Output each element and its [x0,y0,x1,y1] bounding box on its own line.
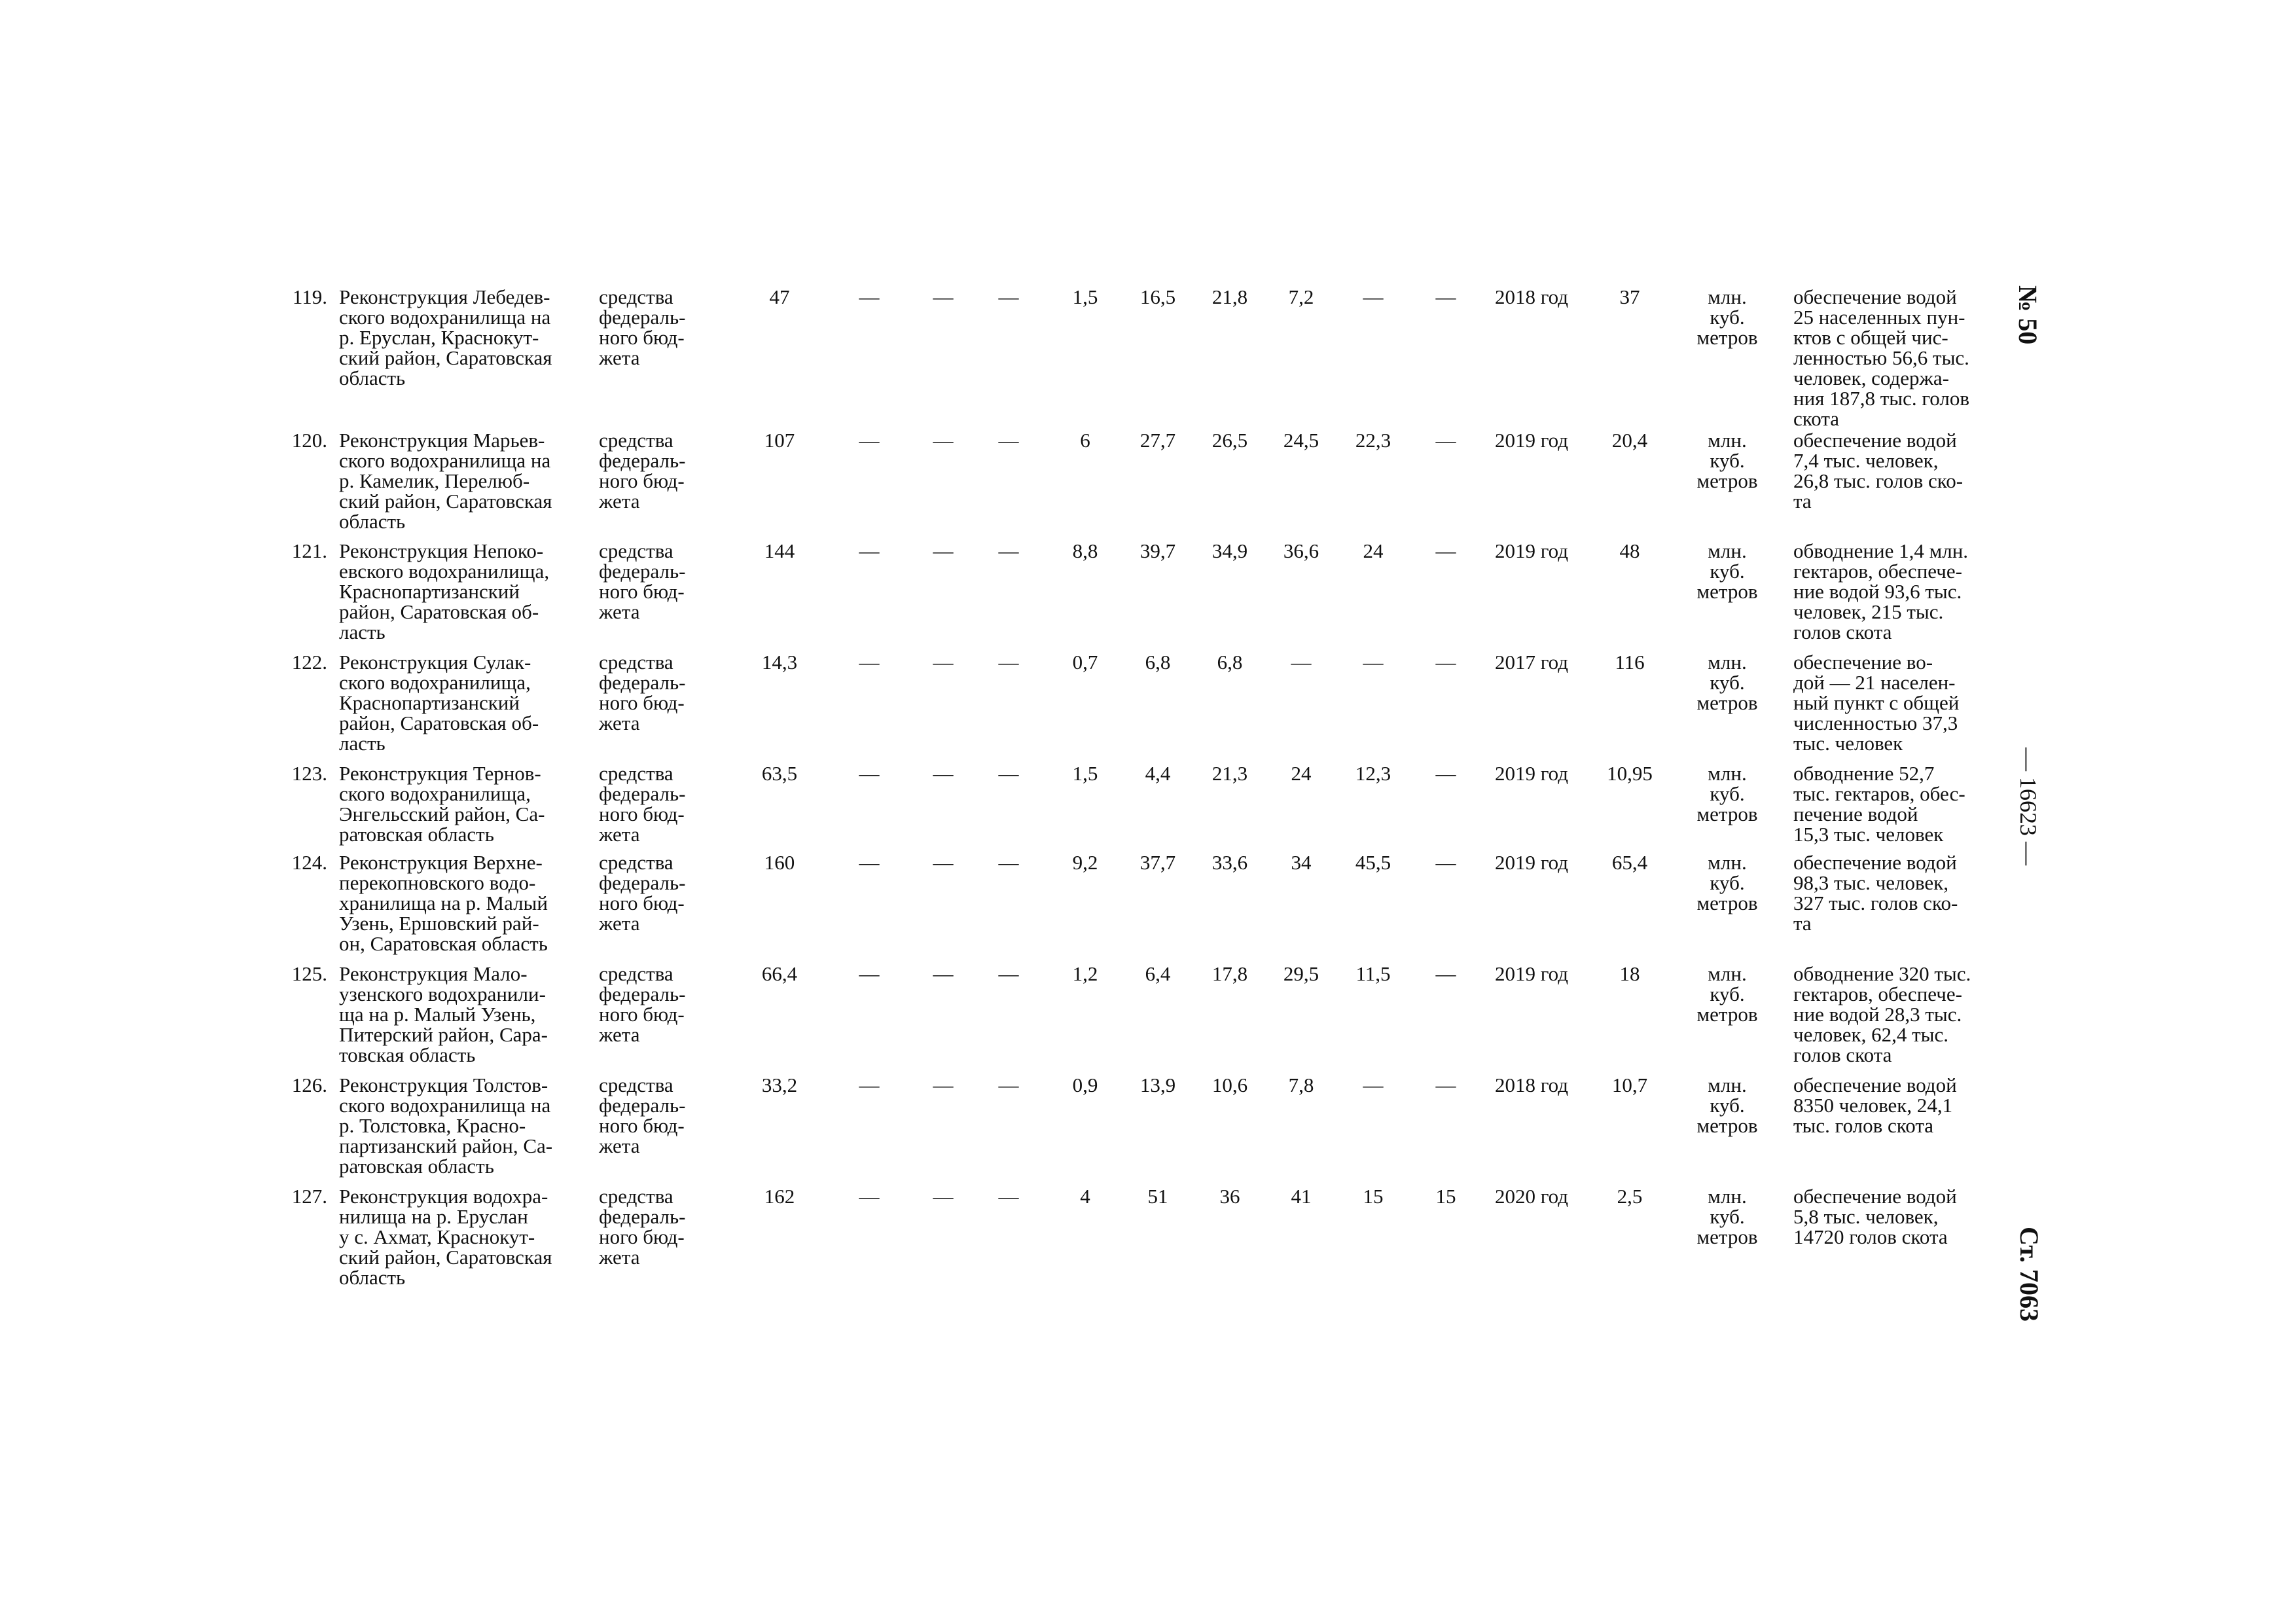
yearly-amount: — [998,429,1019,452]
yearly-amount: — [933,851,954,874]
yearly-amount: — [998,762,1019,785]
yearly-amount: 21,8 [1211,285,1248,308]
project-name: Реконструкция Мало- узенского водохранили- ща на р. Малый Узень, Питерский район, Сара- товская область [339,962,548,1066]
yearly-amount: — [998,539,1019,562]
row-number: 121. [291,539,327,562]
yearly-amount: — [933,1185,954,1208]
yearly-amount: — [859,651,880,674]
project-effect: обеспечение водой 25 населенных пун- ктов с общей чис- ленностью 56,6 тыс. человек, содержа- ния 187,8 тыс. голов скота [1793,285,1969,430]
completion-year: 2018 год [1494,285,1569,308]
project-name: Реконструкция водохра- нилища на р. Еруслан у с. Ахмат, Краснокут- ский район, Саратовская область [339,1185,552,1289]
yearly-amount: — [859,962,880,985]
completion-year: 2019 год [1494,539,1569,562]
project-effect: обеспечение во- дой — 21 населен- ный пункт с общей численностью 37,3 тыс. человек [1793,651,1960,755]
yearly-amount: — [859,285,880,308]
yearly-amount: — [1435,285,1456,308]
project-name: Реконструкция Лебедев- ского водохранилища на р. Еруслан, Краснокут- ский район, Саратовская область [339,285,552,389]
project-effect: обеспечение водой 98,3 тыс. человек, 327 тыс. голов ско- та [1793,851,1958,935]
funding-source: средства федераль- ного бюд- жета [599,285,686,369]
yearly-amount: — [859,539,880,562]
capacity-value: 48 [1619,539,1640,562]
completion-year: 2018 год [1494,1074,1569,1096]
funding-source: средства федераль- ного бюд- жета [599,1185,686,1269]
project-effect: обводнение 320 тыс. гектаров, обеспече- ние водой 28,3 тыс. человек, 62,4 тыс. голов скота [1793,962,1971,1066]
yearly-amount: 13,9 [1139,1074,1176,1096]
capacity-unit: млн. куб. метров [1696,429,1758,492]
yearly-amount: 0,9 [1072,1074,1098,1096]
project-effect: обеспечение водой 7,4 тыс. человек, 26,8 тыс. голов ско- та [1793,429,1964,513]
total-amount: 144 [764,539,795,562]
yearly-amount: 34 [1291,851,1312,874]
completion-year: 2019 год [1494,762,1569,785]
yearly-amount: 36 [1219,1185,1240,1208]
yearly-amount: 6,4 [1145,962,1171,985]
total-amount: 47 [769,285,790,308]
row-number: 126. [291,1074,327,1096]
issue-number: № 50 [2013,285,2043,345]
yearly-amount: 15 [1435,1185,1456,1208]
capacity-value: 37 [1619,285,1640,308]
project-name: Реконструкция Непоко- евского водохранилища, Краснопартизанский район, Саратовская об- ласть [339,539,550,643]
project-effect: обеспечение водой 8350 человек, 24,1 тыс. голов скота [1793,1074,1957,1137]
page-number: Ст. 7063 [2015,1227,2044,1322]
yearly-amount: — [1435,762,1456,785]
yearly-amount: — [1435,1074,1456,1096]
yearly-amount: — [1291,651,1312,674]
yearly-amount: 45,5 [1355,851,1391,874]
capacity-unit: млн. куб. метров [1696,285,1758,349]
yearly-amount: 15 [1363,1185,1384,1208]
capacity-unit: млн. куб. метров [1696,762,1758,825]
yearly-amount: 24 [1363,539,1384,562]
capacity-unit: млн. куб. метров [1696,651,1758,714]
yearly-amount: — [933,1074,954,1096]
row-number: 119. [292,285,327,308]
completion-year: 2017 год [1494,651,1569,674]
yearly-amount: 37,7 [1139,851,1176,874]
row-number: 123. [291,762,327,785]
capacity-value: 18 [1619,962,1640,985]
yearly-amount: 51 [1147,1185,1168,1208]
yearly-amount: — [1435,429,1456,452]
yearly-amount: 1,5 [1072,285,1098,308]
yearly-amount: — [933,285,954,308]
page-code: — 16623 — [2015,748,2041,865]
yearly-amount: — [933,962,954,985]
yearly-amount: — [998,1074,1019,1096]
yearly-amount: 16,5 [1139,285,1176,308]
yearly-amount: — [998,962,1019,985]
yearly-amount: — [1363,1074,1384,1096]
yearly-amount: — [933,429,954,452]
yearly-amount: — [859,762,880,785]
yearly-amount: 36,6 [1283,539,1319,562]
yearly-amount: — [1363,651,1384,674]
yearly-amount: 7,8 [1288,1074,1314,1096]
yearly-amount: — [933,762,954,785]
row-number: 120. [291,429,327,452]
funding-source: средства федераль- ного бюд- жета [599,429,686,513]
yearly-amount: 27,7 [1139,429,1176,452]
yearly-amount: — [998,285,1019,308]
yearly-amount: — [998,651,1019,674]
row-number: 122. [291,651,327,674]
yearly-amount: 6,8 [1217,651,1243,674]
yearly-amount: 12,3 [1355,762,1391,785]
funding-source: средства федераль- ного бюд- жета [599,539,686,623]
yearly-amount: — [1363,285,1384,308]
yearly-amount: 10,6 [1211,1074,1248,1096]
project-name: Реконструкция Тернов- ского водохранилища, Энгельсский район, Са- ратовская область [339,762,545,846]
yearly-amount: — [998,851,1019,874]
row-number: 127. [291,1185,327,1208]
capacity-value: 116 [1615,651,1645,674]
yearly-amount: — [859,1074,880,1096]
completion-year: 2019 год [1494,429,1569,452]
funding-source: средства федераль- ного бюд- жета [599,962,686,1046]
total-amount: 160 [764,851,795,874]
total-amount: 66,4 [761,962,798,985]
capacity-value: 20,4 [1611,429,1648,452]
yearly-amount: — [998,1185,1019,1208]
capacity-unit: млн. куб. метров [1696,1074,1758,1137]
total-amount: 162 [764,1185,795,1208]
yearly-amount: 11,5 [1355,962,1391,985]
funding-source: средства федераль- ного бюд- жета [599,651,686,734]
yearly-amount: 24,5 [1283,429,1319,452]
completion-year: 2019 год [1494,962,1569,985]
capacity-unit: млн. куб. метров [1696,962,1758,1026]
yearly-amount: 22,3 [1355,429,1391,452]
yearly-amount: 21,3 [1211,762,1248,785]
yearly-amount: 17,8 [1211,962,1248,985]
yearly-amount: 24 [1291,762,1312,785]
total-amount: 107 [764,429,795,452]
yearly-amount: 34,9 [1211,539,1248,562]
yearly-amount: 0,7 [1072,651,1098,674]
total-amount: 63,5 [761,762,798,785]
yearly-amount: 4,4 [1145,762,1171,785]
capacity-value: 2,5 [1617,1185,1643,1208]
yearly-amount: 1,2 [1072,962,1098,985]
yearly-amount: 29,5 [1283,962,1319,985]
project-effect: обводнение 1,4 млн. гектаров, обеспече- ние водой 93,6 тыс. человек, 215 тыс. голов скота [1793,539,1969,643]
capacity-unit: млн. куб. метров [1696,851,1758,914]
yearly-amount: — [1435,851,1456,874]
project-name: Реконструкция Верхне- перекопновского водо- хранилища на р. Малый Узень, Ершовский рай- он, Саратовская область [339,851,548,955]
yearly-amount: — [933,539,954,562]
yearly-amount: 6 [1080,429,1090,452]
capacity-value: 10,7 [1611,1074,1648,1096]
capacity-value: 65,4 [1611,851,1648,874]
yearly-amount: 39,7 [1139,539,1176,562]
project-name: Реконструкция Толстов- ского водохранилища на р. Толстовка, Красно- партизанский район, Са- ратовская область [339,1074,553,1178]
yearly-amount: — [1435,962,1456,985]
completion-year: 2019 год [1494,851,1569,874]
row-number: 125. [291,962,327,985]
funding-source: средства федераль- ного бюд- жета [599,851,686,935]
yearly-amount: 33,6 [1211,851,1248,874]
completion-year: 2020 год [1494,1185,1569,1208]
yearly-amount: 1,5 [1072,762,1098,785]
capacity-unit: млн. куб. метров [1696,539,1758,603]
yearly-amount: — [933,651,954,674]
total-amount: 33,2 [761,1074,798,1096]
project-effect: обеспечение водой 5,8 тыс. человек, 14720 голов скота [1793,1185,1957,1248]
capacity-unit: млн. куб. метров [1696,1185,1758,1248]
yearly-amount: — [859,1185,880,1208]
yearly-amount: 8,8 [1072,539,1098,562]
yearly-amount: 6,8 [1145,651,1171,674]
yearly-amount: — [1435,651,1456,674]
capacity-value: 10,95 [1607,762,1653,785]
yearly-amount: — [1435,539,1456,562]
yearly-amount: 4 [1080,1185,1090,1208]
yearly-amount: 7,2 [1288,285,1314,308]
project-effect: обводнение 52,7 тыс. гектаров, обес- печение водой 15,3 тыс. человек [1793,762,1965,846]
project-name: Реконструкция Марьев- ского водохранилища на р. Камелик, Перелюб- ский район, Саратовская область [339,429,552,533]
yearly-amount: 41 [1291,1185,1312,1208]
total-amount: 14,3 [761,651,798,674]
yearly-amount: — [859,851,880,874]
funding-source: средства федераль- ного бюд- жета [599,762,686,846]
yearly-amount: 9,2 [1072,851,1098,874]
yearly-amount: 26,5 [1211,429,1248,452]
yearly-amount: — [859,429,880,452]
funding-source: средства федераль- ного бюд- жета [599,1074,686,1157]
project-name: Реконструкция Сулак- ского водохранилища, Краснопартизанский район, Саратовская об- ласть [339,651,539,755]
row-number: 124. [291,851,327,874]
